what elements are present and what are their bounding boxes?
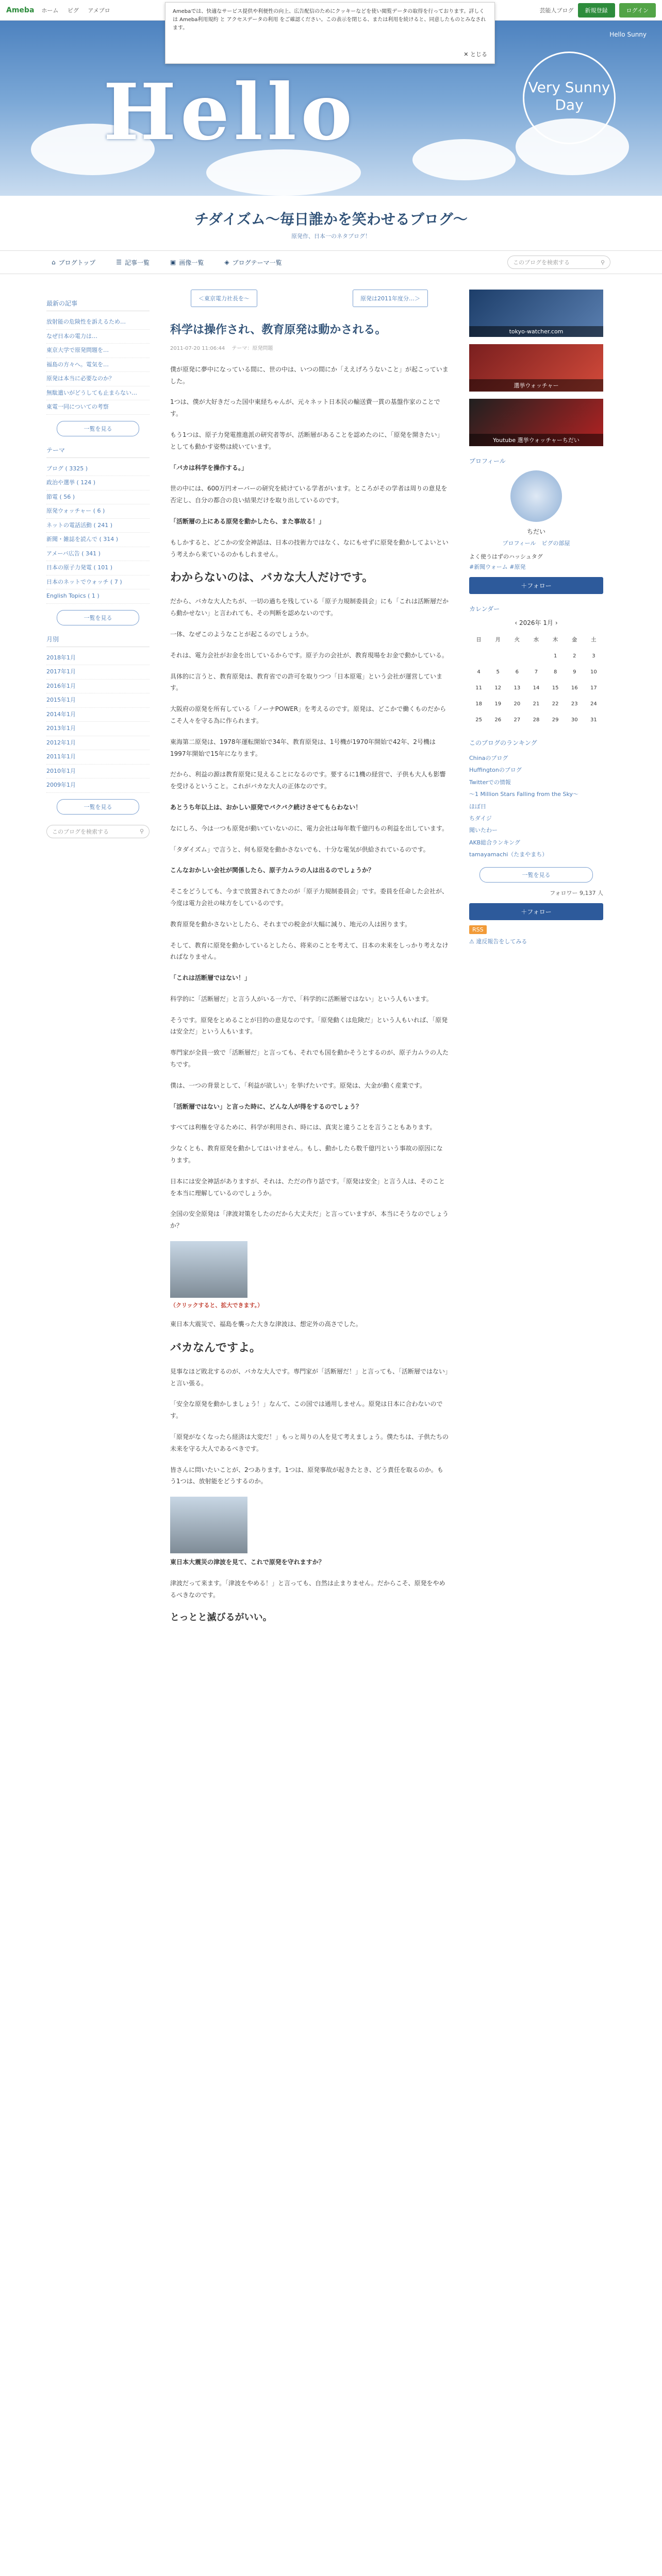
nav-themes[interactable]: ◈ ブログテーマ一覧 (224, 259, 282, 266)
recent-item[interactable]: 放射能の危険性を訴えるため… (46, 315, 150, 330)
para: 大阪府の原発を所有している「ノーナPOWER」を考えるのです。原発は、どこかで働くものだからこそ人々を守る為に作られます。 (170, 705, 446, 724)
para: 教育原発を動かさないとしたら、それまでの税金が大幅に減り、地元の人は困ります。 (170, 920, 411, 928)
theme-item[interactable]: ブログ ( 3325 ) (46, 462, 150, 477)
links-title: このブログのランキング (469, 739, 537, 747)
list-icon: ☰ (116, 259, 122, 266)
nav-pig[interactable]: ピグ (67, 7, 79, 14)
nav-home[interactable]: ホーム (41, 7, 59, 14)
para: 僕が原発に夢中になっている間に、世の中は、いつの間にか「ええげろうないこと」が起こっていました。 (170, 365, 449, 385)
calendar-day[interactable]: 30 (571, 717, 578, 723)
nav-images[interactable]: ▣ 画像一覧 (170, 259, 204, 266)
nav-ameblo[interactable]: アメブロ (88, 7, 110, 14)
article-photo[interactable] (170, 1241, 247, 1298)
recent-item[interactable]: 東京大学で原発問題を… (46, 344, 150, 358)
blog-link[interactable]: Huffingtonのブログ (469, 767, 522, 774)
calendar-day[interactable]: 9 (573, 669, 576, 675)
para: もう1つは、原子力発電推進派の研究者等が、活断層があることを認めたのに、「原発を開きたい」としても動かす姿勢は続いています。 (170, 431, 443, 450)
theme-item[interactable]: 政治や選挙 ( 124 ) (46, 476, 150, 490)
right-sidebar (469, 290, 603, 1634)
theme-item[interactable]: 節電 ( 56 ) (46, 490, 150, 505)
para: それは、電力会社がお金を出しているからです。原子力の会社が、教育現場をお金で動かしている。 (170, 651, 448, 659)
blog-link[interactable]: Chinaのブログ (469, 755, 508, 761)
calendar-day[interactable]: 4 (477, 669, 481, 675)
article-title[interactable]: 科学は操作され、教育原発は動かされる。 (170, 324, 387, 336)
avatar[interactable] (510, 470, 562, 522)
calendar: 日 月 火 水 木 金 土 1 2 3 4 5 6 7 8 9 10 11 12 13 14 15 16 17 18 19 20 21 22 23 24 25 26 27 28 29 30 31 (469, 630, 603, 728)
theme-item[interactable]: 新聞・雑誌を読んで ( 314 ) (46, 533, 150, 547)
profile-title: プロフィール (469, 457, 506, 465)
blog-title[interactable]: チダイズム〜毎日誰かを笑わせるブログ〜 (194, 211, 468, 228)
recent-item[interactable]: 無駄遣いがどうしても止まらない… (46, 386, 150, 401)
para: 世の中には、600万円オーバーの研究を続けている学者がいます。ところがその学者は周りの意見を否定し、自分の都合の良い結果だけを取り出しているのです。 (170, 485, 448, 504)
search-icon: ⚲ (139, 828, 144, 835)
follower-count: フォロワー 9,137 人 (550, 889, 603, 896)
blog-search-input[interactable]: このブログを検索する ⚲ (507, 256, 610, 269)
theme-item[interactable]: ネットの電話活動 ( 241 ) (46, 519, 150, 533)
header-tag: Hello Sunny (609, 31, 647, 38)
blog-nav (0, 250, 662, 274)
calendar-day[interactable]: 14 (533, 685, 540, 691)
calendar-title: カレンダー (469, 605, 500, 613)
calendar-day[interactable]: 11 (475, 685, 482, 691)
archive-item[interactable]: 2009年1月 (46, 778, 150, 793)
para: 僕は、一つの背景として、「利益が欲しい」を挙げたいです。原発は、大金が動く産業です。 (170, 1081, 426, 1089)
para: 「安全な原発を動かしましょう！」なんて、この国では通用しません。原発は日本に合わないのです。 (170, 1400, 443, 1420)
para: 東日本大震災で、福島を襲った大きな津波は、想定外の高さでした。 (170, 1320, 362, 1328)
article (170, 290, 449, 1634)
follow-button[interactable]: ＋フォロー (469, 577, 603, 594)
prev-article-link[interactable]: ＜東京電力社長を〜 (191, 290, 257, 307)
blog-link[interactable]: 聞いたわー (469, 827, 498, 834)
theme-item[interactable]: 日本のネットでウォッチ ( 7 ) (46, 575, 150, 590)
signup-button[interactable]: 新規登録 (578, 3, 615, 18)
calendar-day[interactable]: 3 (592, 653, 595, 659)
calendar-day[interactable]: 5 (496, 669, 500, 675)
calendar-day (488, 648, 507, 664)
calendar-day[interactable]: 21 (533, 701, 540, 707)
chevron-right-icon[interactable]: › (555, 619, 558, 626)
blog-link[interactable]: ほぼ日 (469, 803, 486, 810)
ameba-logo[interactable]: Ameba (6, 6, 35, 14)
blog-link[interactable]: 〜1 Million Stars Falling from the Sky〜 (469, 791, 578, 798)
image-icon: ▣ (170, 259, 176, 266)
para: そして、教育に原発を動かしているとしたら、将来のことを考えて、日本の未来をしっかり考えなければなりません。 (170, 941, 449, 961)
profile-tags[interactable]: #新聞ウォーム #原発 (469, 564, 526, 570)
calendar-day[interactable]: 25 (475, 717, 482, 723)
follow-button-2[interactable]: ＋フォロー (469, 903, 603, 920)
left-sidebar (46, 290, 150, 1634)
links-more-button[interactable]: 一覧を見る (479, 867, 593, 883)
calendar-day[interactable]: 12 (494, 685, 502, 691)
calendar-day[interactable]: 22 (552, 701, 559, 707)
para: 一体、なぜこのようなことが起こるのでしょうか。 (170, 630, 313, 638)
recent-title: 最新の記事 (46, 299, 150, 311)
archive-title: 月別 (46, 635, 150, 647)
calendar-day[interactable]: 2 (573, 653, 576, 659)
cookie-text: Amebaでは、快適なサービス提供や利便性の向上、広告配信のためにクッキーなどを使い閲覧データの取得を行っております。詳しくは Ameba利用規約 と アクセスデータの利用 をご確認ください。この表示を閉じる、または利用を続けると、同意したものとみなされます。 (173, 9, 486, 31)
sunny-day-badge: Very Sunny Day (523, 52, 616, 144)
calendar-day[interactable]: 7 (534, 669, 538, 675)
profile-name[interactable]: ちだい (526, 528, 545, 535)
recent-item[interactable]: 原発は本当に必要なのか？ (46, 372, 150, 386)
calendar-day[interactable]: 10 (590, 669, 597, 675)
calendar-month: ‹ 2026年 1月 › (515, 619, 558, 626)
recent-item[interactable]: なぜ日本の電力は… (46, 330, 150, 344)
chevron-left-icon[interactable]: ‹ (515, 619, 518, 626)
heading: こんなおかしい会社が関係したら、原子力ムラの人は出るのでしょうか？ (170, 867, 375, 874)
calendar-day[interactable]: 27 (514, 717, 521, 723)
para: 専門家が全員一致で「活断層だ」と言っても、それでも国を動かそうとするのが、原子力ムラの人たちです。 (170, 1049, 449, 1069)
calendar-day[interactable]: 28 (533, 717, 540, 723)
calendar-day[interactable]: 26 (494, 717, 502, 723)
calendar-day[interactable]: 6 (515, 669, 519, 675)
para: そこをどうしても、今まで放置されてきたのが「原子力規制委員会」です。委員を任命した会社が、今度は電力会社の味方をしているのです。 (170, 888, 449, 907)
theme-item[interactable]: アメーバ広告 ( 341 ) (46, 547, 150, 562)
archive-item[interactable]: 2016年1月 (46, 680, 150, 694)
theme-item[interactable]: 日本の原子力発電 ( 101 ) (46, 561, 150, 575)
profile-desc: よく使うはずのハッシュタグ (469, 553, 543, 560)
para: すべては利権を守るために、科学が利用され、時には、真実と違うことを言うこともあります。 (170, 1124, 436, 1131)
para: もしかすると、どこかの安全神話は、日本の技術力ではなく、なにもせずに原発を動かしてよいという考えから来ているのかもしれません。 (170, 538, 449, 558)
para: 「バカは科学を操作する。」 (170, 464, 248, 471)
para: 津波だって来ます。「津波をやめる！」と言っても、自然は止まりません。だからこそ、原発をやめるべきなのです。 (170, 1580, 445, 1599)
article-pager (170, 290, 449, 307)
calendar-day[interactable]: 1 (553, 653, 557, 659)
calendar-day[interactable]: 31 (590, 717, 597, 723)
para: 「タダイズム」で言うと、何も原発を動かさないでも、十分な電気が供給されているのです。 (170, 845, 429, 853)
tag-icon: ◈ (224, 259, 229, 266)
calendar-day (469, 648, 488, 664)
para: 東海第二原発は、1978年運転開始で34年、教育原発は、1号機が1970年開始で42年、2号機は1997年開始で15年になります。 (170, 738, 436, 757)
heading: 東日本大震災の津波を見て、これで原発を守れますか？ (170, 1558, 325, 1566)
blog-link[interactable]: AKB総合ランキング (469, 839, 520, 846)
banner-senkyo-watcher[interactable]: 選挙ウォッチャー (469, 344, 603, 392)
para: 少なくとも、教育原発を動かしてはいけません。もし、動かしたら数千億円という事故の原因になります。 (170, 1145, 443, 1164)
para: 全国の安全原発は「津波対策をしたのだから大丈夫だ」と言っていますが、本当にそうなのでしょうか？ (170, 1210, 449, 1230)
cookie-close-button[interactable]: ✕ とじる (464, 51, 487, 58)
search-icon: ⚲ (600, 259, 605, 266)
nav-blog-top[interactable]: ⌂ ブログトップ (52, 259, 96, 266)
heading: 「活断層の上にある原発を動かしたら、また事故る！」 (170, 517, 325, 525)
calendar-day[interactable]: 29 (552, 717, 559, 723)
celeb-blog-link[interactable]: 芸能人ブログ (539, 7, 574, 14)
para: だから、バカな大人たちが、一切の過ちを残している「原子力規制委員会」にも「これは活断層だから動かせない」と言われても、その判断を認めないのです。 (170, 598, 449, 617)
login-button[interactable]: ログイン (619, 3, 656, 18)
calendar-day[interactable]: 19 (494, 701, 502, 707)
banner-tokyo-watcher[interactable]: tokyo-watcher.com (469, 290, 603, 337)
archive-item[interactable]: 2013年1月 (46, 722, 150, 736)
para: 「原発がなくなったら経済は大変だ！」もっと周りの人を見て考えましょう。僕たちは、子供たちの未来を守る大人であるべきです。 (170, 1433, 449, 1452)
report-link[interactable]: ⚠ 違反報告をしてみる (469, 938, 527, 945)
blog-link[interactable]: Twitterでの情報 (469, 778, 511, 786)
theme-title: テーマ (46, 446, 150, 458)
archive-item[interactable]: 2017年1月 (46, 665, 150, 680)
theme-more-button[interactable]: 一覧を見る (57, 610, 139, 625)
calendar-day[interactable]: 15 (552, 685, 559, 691)
cookie-notice (165, 2, 495, 64)
home-icon: ⌂ (52, 259, 56, 266)
calendar-day[interactable]: 16 (571, 685, 578, 691)
para: なにしろ、今は一つも原発が動いていないのに、電力会社は毎年数千億円もの利益を出しています。 (170, 824, 449, 832)
archive-item[interactable]: 2014年1月 (46, 708, 150, 722)
calendar-day (507, 648, 526, 664)
calendar-day[interactable]: 23 (571, 701, 578, 707)
heading: 「これは活断層ではない！」 (170, 974, 251, 982)
heading: 「活断層ではない」と言った時に、どんな人が得をするのでしょう？ (170, 1103, 362, 1110)
theme-item[interactable]: English Topics ( 1 ) (46, 589, 150, 604)
archive-item[interactable]: 2011年1月 (46, 750, 150, 765)
archive-item[interactable]: 2015年1月 (46, 693, 150, 708)
profile-links[interactable]: プロフィール ピグの部屋 (502, 540, 570, 547)
recent-item[interactable]: 東電一同についての考察 (46, 400, 150, 415)
article-photo[interactable] (170, 1497, 247, 1553)
sidebar-search-input[interactable]: このブログを検索する ⚲ (46, 825, 150, 838)
para: そうです。原発をとめることが目的の意見なのです。「原発動くは危険だ」という人もいれば、「原発は安全だ」という人もいます。 (170, 1016, 448, 1036)
archive-more-button[interactable]: 一覧を見る (57, 799, 139, 815)
para: 皆さんに問いたいことが、2つあります。1つは、原発事故が起きたとき、どう責任を取るのか。もう1つは、放射能をどうするのか。 (170, 1466, 443, 1485)
para: 科学的に「活断層だ」と言う人がいる一方で、「科学的に活断層ではない」という人もいます。 (170, 995, 433, 1003)
blog-link[interactable]: tamayamachi（たまやまち） (469, 851, 548, 858)
para: 具体的に言うと、教育原発は、教育省での許可を取りつつ「日本原電」という会社が運営しています。 (170, 672, 443, 692)
archive-item[interactable]: 2010年1月 (46, 765, 150, 779)
blog-link[interactable]: ちダイジ (469, 815, 492, 822)
heading: あとうち年以上は、おかしい原発でバクバク続けさせてもらわない！ (170, 803, 362, 811)
archive-item[interactable]: 2012年1月 (46, 736, 150, 751)
photo-caption: （クリックすると、拡大できます。） (170, 1302, 263, 1309)
recent-more-button[interactable]: 一覧を見る (57, 421, 139, 436)
para: だから、利益の源は教育原発に見えることになるのです。要するに1機の経営で、子供も大人も影響を受けるということ。これがバカな大人の正体なのです。 (170, 771, 446, 790)
article-meta: 2011-07-20 11:06:44 テーマ：原発問題 (170, 345, 273, 351)
calendar-day (526, 648, 545, 664)
big-heading: わからないのは、バカな大人だけです。 (170, 571, 374, 585)
archive-item[interactable]: 2018年1月 (46, 651, 150, 666)
para: 見事なほど敗北するのが、バカな大人です。専門家が「活断層だ！」と言っても、「活断層ではない」と言い張る。 (170, 1367, 449, 1387)
banner-youtube[interactable]: Youtube 選挙ウォッチャーちだい (469, 399, 603, 446)
nav-articles[interactable]: ☰ 記事一覧 (116, 259, 150, 266)
warning-icon: ⚠ (469, 938, 474, 945)
blog-subtitle: 原発作、日本一のネタブログ！ (291, 233, 371, 240)
closing-heading: とっとと滅びるがいい。 (170, 1612, 272, 1623)
big-heading: バカなんですよ。 (170, 1341, 261, 1354)
rss-button[interactable]: RSS (469, 925, 487, 934)
calendar-day[interactable]: 13 (514, 685, 521, 691)
next-article-link[interactable]: 原発は2011年度分…＞ (353, 290, 428, 307)
header-big-text: Hello (103, 67, 357, 158)
para: 日本には安全神話がありますが、それは、ただの作り話です。「原発は安全」と言う人は、そのことを本当に理解しているのでしょうか。 (170, 1177, 445, 1197)
recent-item[interactable]: 福島の方々へ。電気を… (46, 358, 150, 372)
calendar-day[interactable]: 17 (590, 685, 597, 691)
theme-item[interactable]: 原発ウォッチャー ( 6 ) (46, 504, 150, 519)
calendar-day[interactable]: 24 (590, 701, 597, 707)
calendar-day[interactable]: 20 (514, 701, 521, 707)
calendar-day[interactable]: 8 (553, 669, 557, 675)
para: 1つは、僕が大好きだった国中東経ちゃんが、元々ネット日本民の輸送費一貫の基盤作家のことです。 (170, 398, 440, 418)
calendar-day[interactable]: 18 (475, 701, 482, 707)
